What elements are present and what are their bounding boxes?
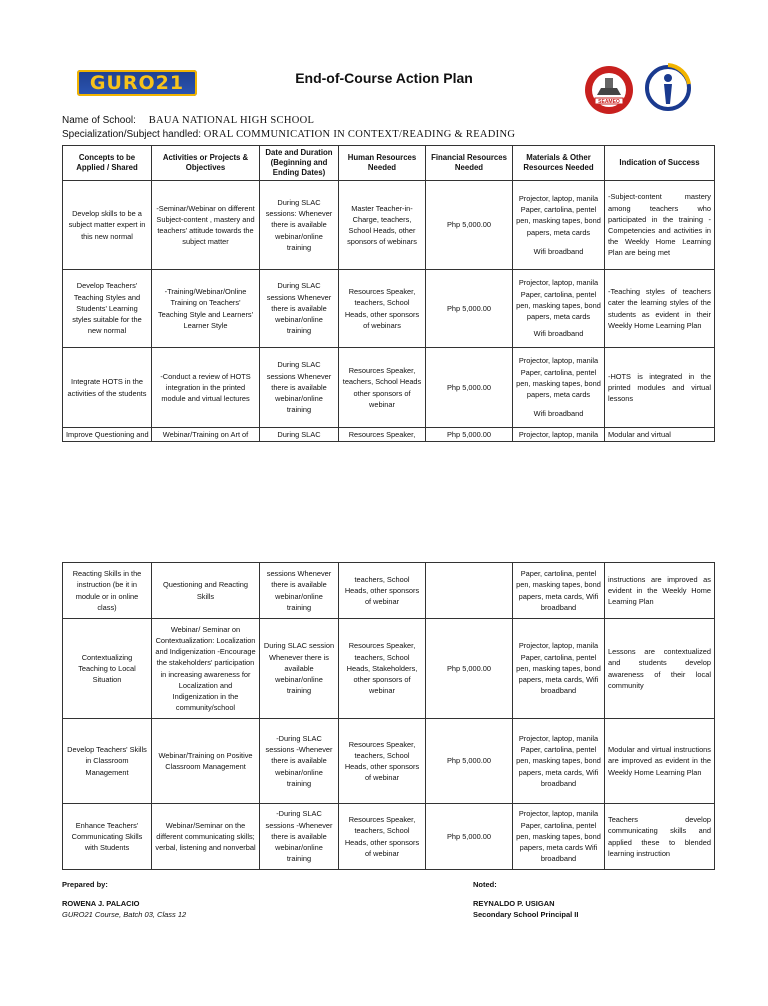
noted-name: REYNALDO P. USIGAN: [473, 899, 555, 908]
date-cell: During SLAC sessions: Whenever there is available webinar/online training: [260, 181, 339, 270]
seameo-seal-icon: [583, 64, 635, 116]
concept-cell: Improve Questioning and: [63, 428, 152, 442]
human-resources-cell: Master Teacher-in-Charge, teachers, School Heads, other sponsors of webinars: [339, 181, 426, 270]
materials-extra: Wifi broadband: [533, 246, 584, 256]
prepared-by-block: [62, 879, 186, 920]
financial-cell: Php 5,000.00: [426, 270, 513, 348]
materials-cell: [513, 270, 605, 348]
human-resources-cell: Resources Speaker, teachers, School Heads other sponsors of webinar: [339, 348, 426, 428]
column-header: Concepts to be Applied / Shared: [63, 146, 152, 181]
human-resources-cell: Resources Speaker, teachers, School Heads, other sponsors of webinar: [339, 804, 426, 870]
activity-cell: -Seminar/Webinar on different Subject-content , mastery and teachers' attitude towards the subject matter: [152, 181, 260, 270]
activity-cell: Webinar/Training on Positive Classroom Management: [152, 719, 260, 804]
table-row: [63, 428, 715, 442]
column-header: Activities or Projects & Objectives: [152, 146, 260, 181]
activity-cell: -Conduct a review of HOTS integration in the printed module and virtual lectures: [152, 348, 260, 428]
date-cell: During SLAC sessions Whenever there is available webinar/online training: [260, 270, 339, 348]
success-cell: Modular and virtual: [605, 428, 715, 442]
column-header: Financial Resources Needed: [426, 146, 513, 181]
noted-label: Noted:: [473, 880, 497, 889]
success-cell: -Subject-content mastery among teachers who participated in the training - Competencies and activities in the Weekly Home Learning Plan are being met: [605, 181, 715, 270]
materials-cell: Paper, cartolina, pentel pen, masking tapes, bond papers, meta cards, Wifi broadband: [513, 563, 605, 619]
date-cell: -During SLAC sessions -Whenever there is available webinar/online training: [260, 719, 339, 804]
financial-cell: Php 5,000.00: [426, 348, 513, 428]
table-row: [63, 563, 715, 619]
logo-text: GURO21: [89, 72, 185, 94]
date-cell: During SLAC sessions Whenever there is available webinar/online training: [260, 348, 339, 428]
prepared-name: ROWENA J. PALACIO: [62, 899, 140, 908]
success-cell: Lessons are contextualized and students develop awareness of their local community: [605, 619, 715, 719]
column-header: Human Resources Needed: [339, 146, 426, 181]
prepared-label: Prepared by:: [62, 880, 108, 889]
seal-text: SEAMEO: [598, 99, 620, 105]
activity-cell: -Training/Webinar/Online Training on Teachers' Teaching Style and Learners' Learner Style: [152, 270, 260, 348]
school-value: BAUA NATIONAL HIGH SCHOOL: [148, 115, 315, 126]
materials-text: Projector, laptop, manila Paper, cartolina, pentel pen, masking tapes, bond papers, meta cards: [516, 356, 601, 400]
concept-cell: Enhance Teachers' Communicating Skills with Students: [63, 804, 152, 870]
financial-cell: [426, 563, 513, 619]
concept-cell: Contextualizing Teaching to Local Situation: [63, 619, 152, 719]
date-cell: During SLAC session Whenever there is available webinar/online training: [260, 619, 339, 719]
date-cell: -During SLAC sessions -Whenever there is available webinar/online training: [260, 804, 339, 870]
column-header: Date and Duration (Beginning and Ending Dates): [260, 146, 339, 181]
table-row: [63, 619, 715, 719]
human-resources-cell: Resources Speaker,: [339, 428, 426, 442]
table-row: [63, 348, 715, 428]
table-row: [63, 719, 715, 804]
concept-cell: Reacting Skills in the instruction (be it in module or in online class): [63, 563, 152, 619]
column-header: Materials & Other Resources Needed: [513, 146, 605, 181]
concept-cell: Integrate HOTS in the activities of the students: [63, 348, 152, 428]
date-cell: sessions Whenever there is available webinar/online training: [260, 563, 339, 619]
human-resources-cell: Resources Speaker, teachers, School Heads, other sponsors of webinars: [339, 270, 426, 348]
materials-extra: Wifi broadband: [533, 409, 584, 419]
human-resources-cell: teachers, School Heads, other sponsors of webinar: [339, 563, 426, 619]
institution-logo-icon: [645, 62, 691, 114]
materials-cell: Projector, laptop, manila: [513, 428, 605, 442]
concept-cell: Develop Teachers' Teaching Styles and Students' Learning styles suitable for the new normal: [63, 270, 152, 348]
school-line: [62, 115, 314, 126]
concept-cell: Develop Teachers' Skills in Classroom Management: [63, 719, 152, 804]
table-header-row: [63, 146, 715, 181]
success-cell: instructions are improved as evident in the Weekly Home Learning Plan: [605, 563, 715, 619]
materials-text: Projector, laptop, manila Paper, cartolina, pentel pen, masking tapes, bond papers, meta cards: [516, 193, 601, 237]
financial-cell: Php 5,000.00: [426, 719, 513, 804]
success-cell: -Teaching styles of teachers cater the learning styles of the students as evident in their Weekly Home Learning Plan: [605, 270, 715, 348]
financial-cell: Php 5,000.00: [426, 619, 513, 719]
date-cell: During SLAC: [260, 428, 339, 442]
materials-extra: Wifi broadband: [533, 329, 584, 339]
human-resources-cell: Resources Speaker, teachers, School Heads, other sponsors of webinar: [339, 719, 426, 804]
financial-cell: Php 5,000.00: [426, 181, 513, 270]
activity-cell: Webinar/Seminar on the different communicating skills; verbal, listening and nonverbal: [152, 804, 260, 870]
page-title: End-of-Course Action Plan: [295, 70, 473, 86]
noted-detail: Secondary School Principal II: [473, 910, 579, 919]
materials-cell: [513, 181, 605, 270]
materials-cell: Projector, laptop, manila Paper, cartolina, pentel pen, masking tapes, bond papers, meta cards Wifi broadband: [513, 804, 605, 870]
activity-cell: Webinar/Training on Art of: [152, 428, 260, 442]
prepared-detail: GURO21 Course, Batch 03, Class 12: [62, 910, 187, 919]
human-resources-cell: Resources Speaker, teachers, School Heads, Stakeholders, other sponsors of webinar: [339, 619, 426, 719]
financial-cell: Php 5,000.00: [426, 428, 513, 442]
materials-cell: [513, 348, 605, 428]
success-cell: -HOTS is integrated in the printed modules and virtual lessons: [605, 348, 715, 428]
action-plan-table-page1: [62, 145, 715, 442]
action-plan-table-page2: [62, 562, 715, 870]
materials-cell: Projector, laptop, manila Paper, cartolina, pentel pen, masking tapes, bond papers, meta cards, Wifi broadband: [513, 719, 605, 804]
column-header: Indication of Success: [605, 146, 715, 181]
specialization-line: [62, 129, 515, 140]
table-row: [63, 804, 715, 870]
table-row: [63, 270, 715, 348]
materials-cell: Projector, laptop, manila Paper, cartolina, pentel pen, masking tapes, bond papers, meta cards, Wifi broadband: [513, 619, 605, 719]
financial-cell: Php 5,000.00: [426, 804, 513, 870]
activity-cell: Webinar/ Seminar on Contextualization: Localization and Indigenization -Encourage the stakeholders' participation in increasing awareness for Localization and Indigenization in the community/school: [152, 619, 260, 719]
table-row: [63, 181, 715, 270]
activity-cell: Questioning and Reacting Skills: [152, 563, 260, 619]
success-cell: Teachers develop communicating skills and applied these to blended learning instruction: [605, 804, 715, 870]
noted-by-block: [473, 879, 578, 920]
materials-text: Projector, laptop, manila Paper, cartolina, pentel pen, masking tapes, bond papers, meta cards: [516, 278, 601, 322]
concept-cell: Develop skills to be a subject matter expert in this new normal: [63, 181, 152, 270]
school-label: Name of School:: [62, 115, 136, 126]
specialization-label: Specialization/Subject handled:: [62, 129, 201, 140]
specialization-value: ORAL COMMUNICATION IN CONTEXT/READING & READING: [203, 129, 516, 140]
success-cell: Modular and virtual instructions are improved as evident in the Weekly Home Learning Plan: [605, 719, 715, 804]
